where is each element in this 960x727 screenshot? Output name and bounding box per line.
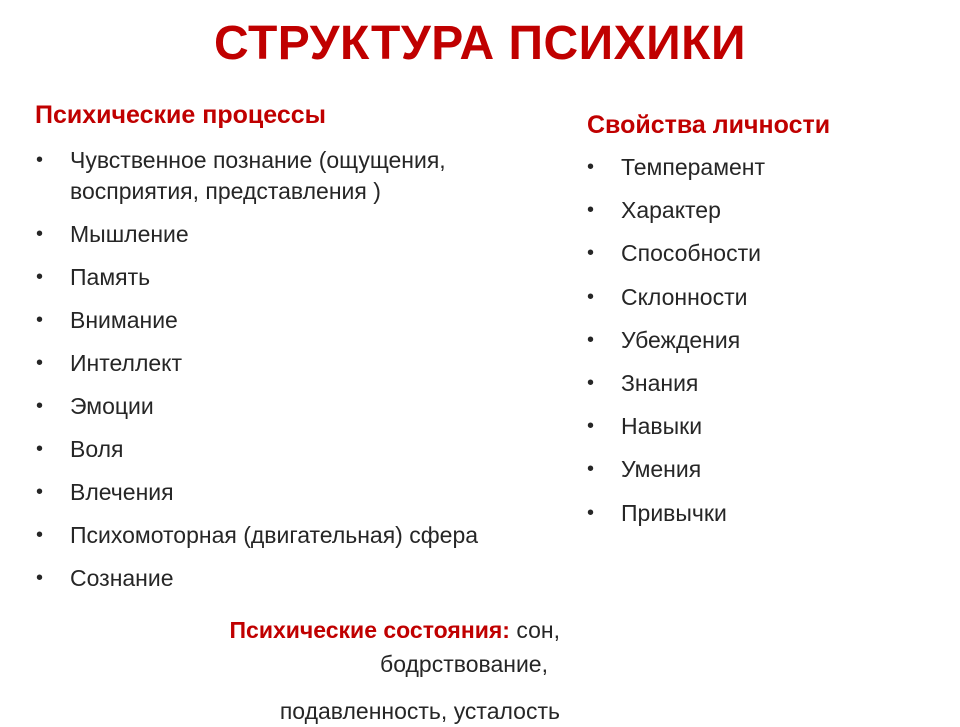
list-item-text: Эмоции	[70, 393, 154, 419]
list-item-text: Характер	[621, 197, 721, 224]
list-item-text: Мышление	[70, 221, 189, 247]
list-item	[587, 282, 921, 313]
list-item	[587, 411, 921, 442]
list-item-text: Привычки	[621, 499, 727, 526]
bullet-icon: •	[36, 438, 44, 460]
mental-states-line-1	[150, 615, 560, 646]
list-item-text: Память	[70, 264, 151, 290]
bullet-icon: •	[587, 458, 595, 481]
list-item-text: Чувственное познание (ощущения, восприятия, представления )	[70, 147, 446, 204]
mental-processes-list	[36, 145, 540, 606]
list-item-text: Психомоторная (двигательная) сфера	[70, 522, 479, 548]
list-item-text: Темперамент	[621, 154, 766, 180]
bullet-icon: •	[36, 309, 44, 331]
list-item	[587, 325, 921, 356]
bullet-icon: •	[587, 501, 595, 524]
list-item	[36, 145, 540, 207]
bullet-icon: •	[36, 395, 44, 417]
bullet-icon: •	[587, 156, 595, 178]
personality-traits-list	[587, 152, 921, 541]
bullet-icon: •	[587, 371, 595, 394]
list-item-text: Интеллект	[70, 350, 183, 376]
list-item	[36, 563, 540, 594]
mental-states-text-1: сон,	[509, 617, 560, 643]
bullet-icon: •	[36, 149, 44, 171]
bullet-icon: •	[36, 567, 44, 589]
mental-states-line-3: подавленность, усталость	[279, 698, 560, 724]
personality-traits-heading: Свойства личности	[587, 111, 831, 139]
mental-states-block	[150, 615, 560, 727]
list-item	[587, 498, 921, 529]
list-item	[587, 368, 921, 399]
mental-processes-heading: Психические процессы	[35, 101, 326, 129]
bullet-icon: •	[587, 328, 595, 351]
mental-states-line-2: бодрствование,	[380, 651, 548, 677]
list-item	[36, 434, 540, 465]
list-item	[36, 348, 540, 379]
bullet-icon: •	[587, 415, 595, 438]
bullet-icon: •	[36, 352, 44, 374]
list-item	[587, 195, 921, 226]
mental-states-label: Психические состояния:	[229, 617, 510, 643]
list-item	[587, 152, 921, 183]
list-item-text: Воля	[70, 436, 124, 462]
list-item-text: Навыки	[621, 413, 703, 440]
bullet-icon: •	[587, 285, 595, 308]
list-item-text: Способности	[621, 240, 761, 267]
list-item	[587, 238, 921, 269]
list-item	[36, 305, 540, 336]
bullet-icon: •	[36, 524, 44, 546]
list-item-text: Склонности	[621, 283, 748, 310]
list-item	[587, 454, 921, 485]
bullet-icon: •	[36, 266, 44, 288]
bullet-icon: •	[36, 223, 44, 245]
list-item-text: Знания	[621, 369, 699, 396]
list-item	[36, 219, 540, 250]
bullet-icon: •	[587, 242, 595, 265]
list-item-text: Убеждения	[621, 326, 741, 353]
list-item-text: Сознание	[70, 565, 174, 591]
list-item-text: Умения	[621, 456, 702, 483]
list-item-text: Влечения	[70, 479, 174, 505]
slide-title: СТРУКТУРА ПСИХИКИ	[214, 17, 746, 70]
list-item	[36, 391, 540, 422]
bullet-icon: •	[36, 481, 44, 503]
list-item	[36, 262, 540, 293]
list-item-text: Внимание	[70, 307, 178, 333]
list-item	[36, 520, 540, 551]
bullet-icon: •	[587, 199, 595, 222]
list-item	[36, 477, 540, 508]
